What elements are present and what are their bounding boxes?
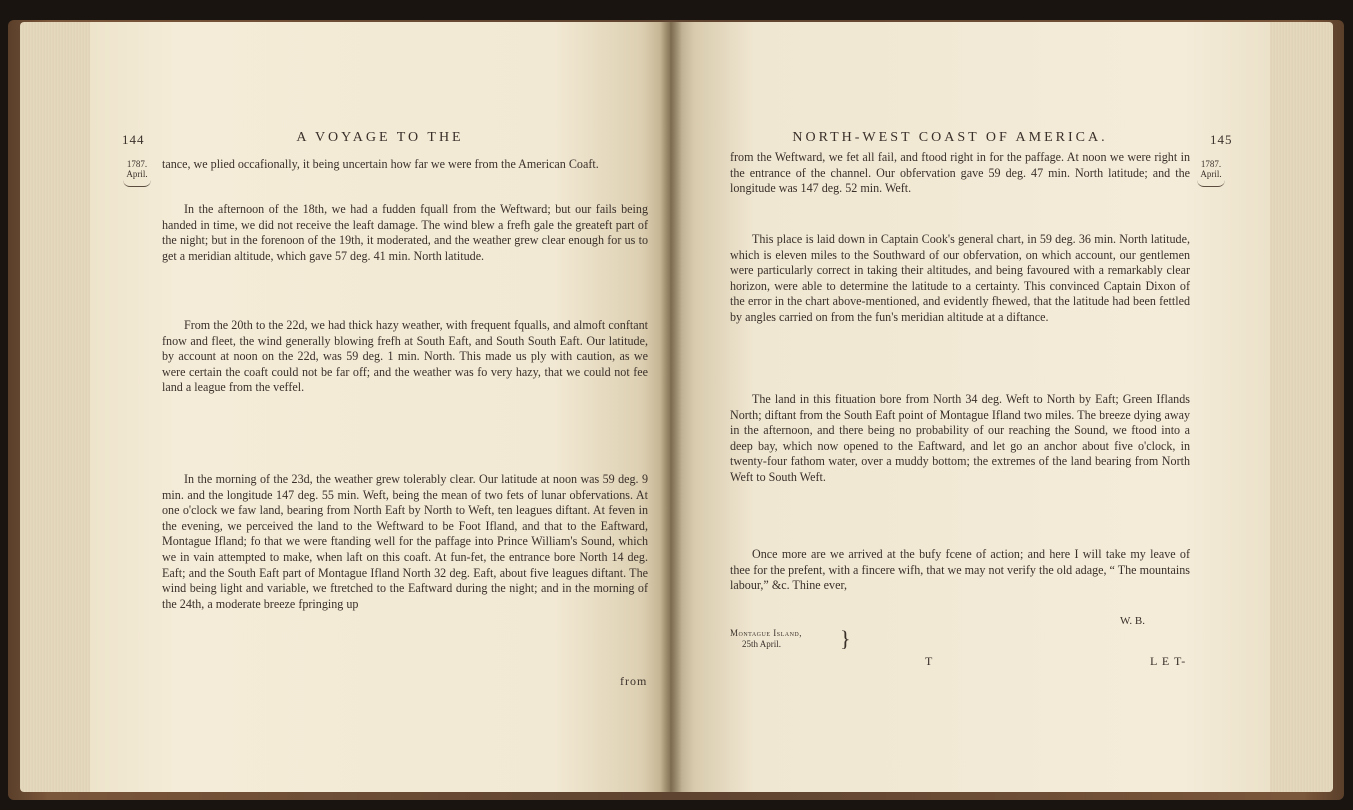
signature: W. B. bbox=[1120, 615, 1145, 627]
place-date: 25th April. bbox=[742, 639, 782, 649]
place-name: Montague Island, bbox=[730, 628, 803, 638]
paragraph: In the morning of the 23d, the weather grew tolerably clear. Our latitude at noon was 59 deg. 9 min. and the longitude 147 deg. 55 min. Weft, being the mean of two fets of lunar obfervations. At one o'clock we faw land, bearing from North Eaft by North to Weft, ten leagues diftant. At feven in the evening, we perceived the land to the Weftward to be Foot Ifland, and that to the Eaftward, Montague Ifland; fo that we were ftanding well for the paffage into Prince William's Sound, which we in vain attempted to make, when laft on this coaft. At fun-fet, the entrance bore North 14 deg. Eaft; and the South Eaft part of Montague Ifland North 32 deg. Eaft, about five leagues diftant. The wind being light and variable, we ftretched to the Eaftward during the night; and in the morning of the 24th, a moderate breeze fpringing up bbox=[162, 472, 648, 611]
paragraph: The land in this fituation bore from North 34 deg. Weft to North by Eaft; Green Iflands North; diftant from the South Eaft point of Montague Ifland two miles. The breeze dying away in the afternoon, and there being no probability of our reaching the Sound, we ftood into a deep bay, which now opened to the Eaftward, and let go an anchor about five o'clock, in twenty-four fathom water, over a muddy bottom; the extremes of the land bearing from North Weft to South Weft. bbox=[730, 392, 1190, 484]
paragraph: From the 20th to the 22d, we had thick hazy weather, with frequent fqualls, and almoft conftant fnow and fleet, the wind generally blowing frefh at South Eaft, and South South Eaft. Our latitude, by account at noon on the 22d, was 59 deg. 1 min. North. This made us ply with caution, as we were certain the coaft could not be far off; and the weather was fo very hazy, that we could not fee land a league from the veffel. bbox=[162, 318, 648, 395]
left-page bbox=[90, 22, 670, 792]
brace-icon bbox=[1197, 180, 1225, 187]
sidenote-right bbox=[1194, 159, 1228, 187]
sidenote-year: 1787. bbox=[1200, 159, 1222, 169]
paragraph: from the Weftward, we fet all fail, and ftood right in for the paffage. At noon we were right in the entrance of the channel. Our obfervation gave 59 deg. 47 min. North latitude; and the longitude was 147 deg. 52 min. Weft. bbox=[730, 150, 1190, 196]
book-gutter bbox=[660, 22, 682, 792]
catchword-right-2: L E T- bbox=[1150, 654, 1187, 668]
paragraph: This place is laid down in Captain Cook's general chart, in 59 deg. 36 min. North latitude, which is eleven miles to the Southward of our obfervation, on which account, our gentlemen were particularly correct in taking their altitudes, and being favoured with a remarkably clear horizon, were able to determine the latitude to a certainty. This convinced Captain Dixon of the error in the chart above-mentioned, and evidently fhewed, that the latitude had been fettled by angles carried on from the fun's meridian altitude at a diftance. bbox=[730, 232, 1190, 324]
catchword-left: from bbox=[620, 674, 648, 688]
brace-icon bbox=[123, 180, 151, 187]
sidenote-left bbox=[120, 159, 154, 187]
brace-icon: } bbox=[840, 626, 851, 651]
running-head-right: NORTH-WEST COAST OF AMERICA. bbox=[792, 130, 1108, 145]
paragraph: In the afternoon of the 18th, we had a fudden fquall from the Weftward; but our fails being handed in time, we did not receive the leaft damage. The wind blew a frefh gale the greateft part of the night; but in the forenoon of the 19th, it moderated, and the weather grew clear enough for us to get a meridian altitude, which gave 57 deg. 41 min. North latitude. bbox=[162, 202, 648, 263]
sidenote-month: April. bbox=[126, 169, 148, 179]
sidenote-year: 1787. bbox=[126, 159, 148, 169]
catchword-right-1: T bbox=[925, 654, 934, 668]
page-number-left: 144 bbox=[122, 132, 145, 147]
paragraph: tance, we plied occafionally, it being uncertain how far we were from the American Coaft. bbox=[162, 157, 599, 171]
paragraph: Once more are we arrived at the bufy fcene of action; and here I will take my leave of thee for the prefent, with a fincere wifh, that we may not verify the old adage, “ The mountains labour,” &c. Thine ever, bbox=[730, 547, 1190, 593]
sidenote-month: April. bbox=[1200, 169, 1222, 179]
page-number-right: 145 bbox=[1210, 132, 1233, 147]
right-page bbox=[670, 22, 1270, 792]
running-head-left: A VOYAGE TO THE bbox=[296, 130, 464, 145]
place-dateline bbox=[730, 628, 802, 650]
